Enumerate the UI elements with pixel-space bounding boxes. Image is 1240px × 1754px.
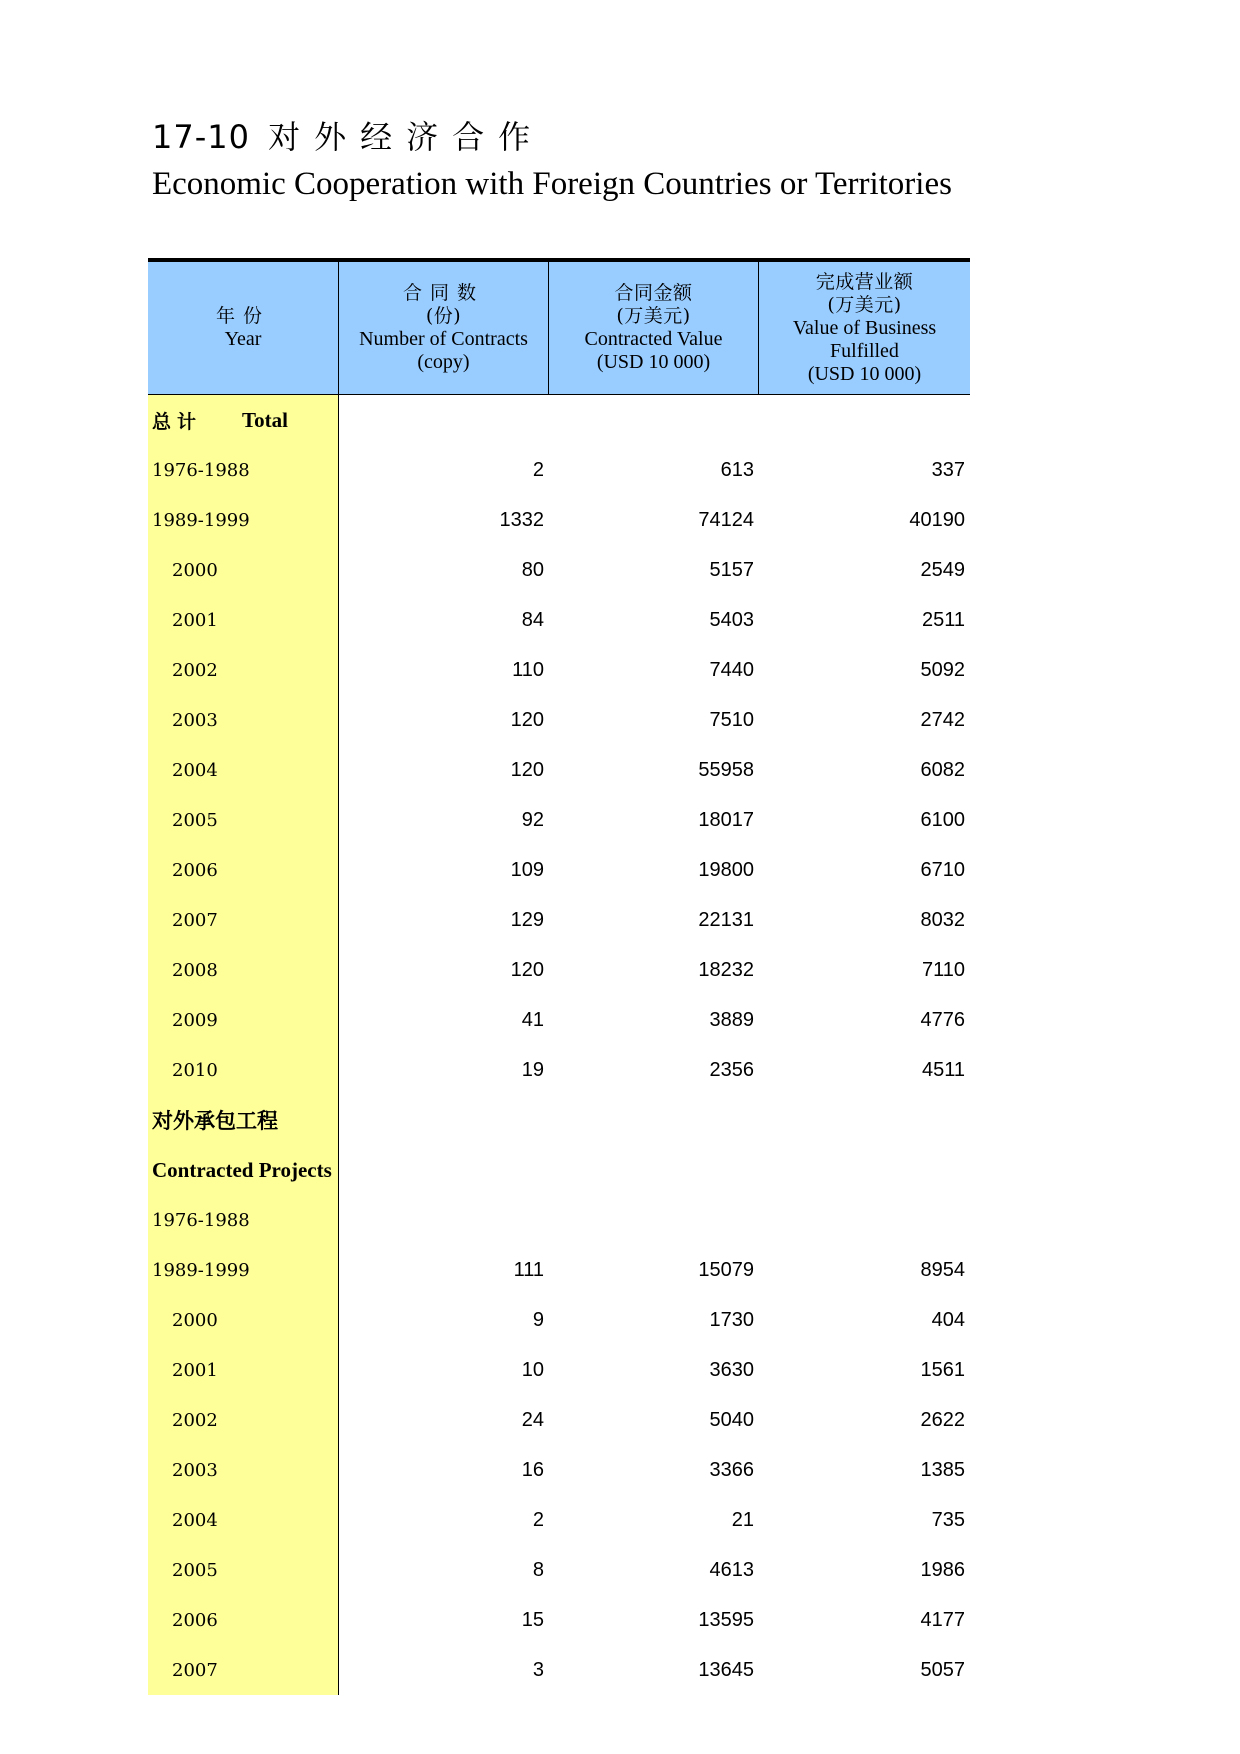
business-fulfilled-cell: 5057 bbox=[920, 1658, 965, 1681]
table-row bbox=[148, 595, 970, 645]
year-cell: 2006 bbox=[148, 1595, 339, 1645]
table-row bbox=[148, 1245, 970, 1295]
table-row bbox=[148, 1495, 970, 1545]
table-row bbox=[148, 1395, 970, 1445]
business-fulfilled-cell bbox=[759, 1195, 970, 1245]
data-table bbox=[148, 258, 970, 1695]
contracts-cell: 109 bbox=[510, 858, 544, 881]
title-english: Economic Cooperation with Foreign Countries or Territories bbox=[152, 166, 952, 202]
contracted-value-cell: 5403 bbox=[709, 608, 754, 631]
contracted-value-cell: 18232 bbox=[698, 958, 754, 981]
table-row bbox=[148, 495, 970, 545]
year-cell: 2003 bbox=[148, 695, 339, 745]
contracts-cell: 110 bbox=[512, 658, 544, 681]
table-row bbox=[148, 1295, 970, 1345]
business-fulfilled-cell: 1385 bbox=[920, 1458, 965, 1481]
business-fulfilled-cell: 6710 bbox=[920, 858, 965, 881]
title-chinese: 对外经济合作 bbox=[268, 118, 545, 156]
contracts-cell: 9 bbox=[532, 1308, 544, 1331]
year-cell: 2008 bbox=[148, 945, 339, 995]
business-fulfilled-cell: 40190 bbox=[909, 508, 965, 531]
contracted-value-cell: 5157 bbox=[709, 558, 754, 581]
year-cell: 1989-1999 bbox=[148, 495, 339, 545]
business-fulfilled-cell: 1561 bbox=[920, 1358, 965, 1381]
year-cell: 1976-1988 bbox=[148, 445, 339, 495]
table-row bbox=[148, 1545, 970, 1595]
year-cell: 2004 bbox=[148, 1495, 339, 1545]
header-year: 年份 Year bbox=[148, 262, 339, 394]
contracted-value-cell: 5040 bbox=[709, 1408, 754, 1431]
contracted-value-cell: 3630 bbox=[709, 1358, 754, 1381]
contracted-value-cell: 55958 bbox=[698, 758, 754, 781]
table-row bbox=[148, 795, 970, 845]
contracts-cell bbox=[339, 1195, 549, 1245]
business-fulfilled-cell: 2549 bbox=[920, 558, 965, 581]
business-fulfilled-cell: 4177 bbox=[920, 1608, 965, 1631]
year-cell: 1976-1988 bbox=[148, 1195, 339, 1245]
contracts-cell: 16 bbox=[521, 1458, 544, 1481]
header-contracted-value: 合同金额 (万美元) Contracted Value (USD 10 000) bbox=[549, 262, 759, 394]
business-fulfilled-cell: 337 bbox=[931, 458, 965, 481]
table-row bbox=[148, 895, 970, 945]
business-fulfilled-cell: 2622 bbox=[920, 1408, 965, 1431]
table-row bbox=[148, 1045, 970, 1095]
year-cell: 2000 bbox=[148, 545, 339, 595]
table-row bbox=[148, 645, 970, 695]
contracts-cell: 8 bbox=[532, 1558, 544, 1581]
contracted-value-cell: 7510 bbox=[709, 708, 754, 731]
section-label-en: Total bbox=[242, 407, 288, 432]
table-body bbox=[148, 395, 970, 1695]
year-cell: 2007 bbox=[148, 1645, 339, 1695]
header-contracts: 合同数 (份) Number of Contracts (copy) bbox=[339, 262, 549, 394]
year-cell: 2000 bbox=[148, 1295, 339, 1345]
table-row bbox=[148, 1345, 970, 1395]
contracts-cell: 15 bbox=[521, 1608, 544, 1631]
contracts-cell: 3 bbox=[532, 1658, 544, 1681]
business-fulfilled-cell: 2511 bbox=[921, 608, 965, 631]
contracted-value-cell bbox=[549, 1195, 759, 1245]
year-cell: 1989-1999 bbox=[148, 1245, 339, 1295]
contracts-cell: 84 bbox=[521, 608, 544, 631]
contracted-value-cell: 3366 bbox=[709, 1458, 754, 1481]
contracts-cell: 19 bbox=[521, 1058, 544, 1081]
year-cell: 2010 bbox=[148, 1045, 339, 1095]
section-label-cn: 总计 bbox=[152, 410, 203, 433]
section-row bbox=[148, 1145, 970, 1195]
contracted-value-cell: 2356 bbox=[709, 1058, 754, 1081]
table-row bbox=[148, 1445, 970, 1495]
contracted-value-cell: 3889 bbox=[709, 1008, 754, 1031]
table-header bbox=[148, 262, 970, 395]
business-fulfilled-cell: 8032 bbox=[920, 908, 965, 931]
contracts-cell: 120 bbox=[510, 958, 544, 981]
table-row bbox=[148, 545, 970, 595]
contracts-cell: 10 bbox=[521, 1358, 544, 1381]
business-fulfilled-cell: 4511 bbox=[921, 1058, 965, 1081]
year-cell: 2006 bbox=[148, 845, 339, 895]
table-row bbox=[148, 695, 970, 745]
business-fulfilled-cell: 6082 bbox=[920, 758, 965, 781]
year-cell: 2005 bbox=[148, 1545, 339, 1595]
contracted-value-cell: 74124 bbox=[698, 508, 754, 531]
section-row bbox=[148, 395, 970, 445]
year-cell: 2002 bbox=[148, 645, 339, 695]
table-row bbox=[148, 1645, 970, 1695]
contracted-value-cell: 4613 bbox=[709, 1558, 754, 1581]
contracts-cell: 111 bbox=[513, 1258, 544, 1281]
business-fulfilled-cell: 404 bbox=[931, 1308, 965, 1331]
contracted-value-cell: 7440 bbox=[709, 658, 754, 681]
section-label-en: Contracted Projects bbox=[148, 1145, 339, 1195]
contracted-value-cell: 1730 bbox=[709, 1308, 754, 1331]
year-cell: 2001 bbox=[148, 1345, 339, 1395]
contracted-value-cell: 22131 bbox=[698, 908, 754, 931]
contracted-value-cell: 613 bbox=[720, 458, 754, 481]
business-fulfilled-cell: 1986 bbox=[920, 1558, 965, 1581]
year-cell: 2009 bbox=[148, 995, 339, 1045]
year-cell: 2003 bbox=[148, 1445, 339, 1495]
contracted-value-cell: 15079 bbox=[698, 1258, 754, 1281]
section-row bbox=[148, 1095, 970, 1145]
year-cell: 2004 bbox=[148, 745, 339, 795]
business-fulfilled-cell: 5092 bbox=[920, 658, 965, 681]
contracts-cell: 120 bbox=[510, 758, 544, 781]
table-number: 17-10 bbox=[152, 118, 250, 156]
section-label bbox=[148, 395, 339, 445]
contracted-value-cell: 13645 bbox=[698, 1658, 754, 1681]
contracts-cell: 92 bbox=[521, 808, 544, 831]
table-row bbox=[148, 1595, 970, 1645]
section-label-cn: 对外承包工程 bbox=[148, 1095, 339, 1145]
contracts-cell: 120 bbox=[510, 708, 544, 731]
business-fulfilled-cell: 7110 bbox=[921, 958, 965, 981]
table-row bbox=[148, 995, 970, 1045]
table-row bbox=[148, 845, 970, 895]
year-cell: 2002 bbox=[148, 1395, 339, 1445]
contracted-value-cell: 13595 bbox=[698, 1608, 754, 1631]
contracts-cell: 129 bbox=[510, 908, 544, 931]
table-row bbox=[148, 445, 970, 495]
business-fulfilled-cell: 6100 bbox=[920, 808, 965, 831]
contracts-cell: 24 bbox=[521, 1408, 544, 1431]
table-row bbox=[148, 1195, 970, 1245]
contracted-value-cell: 19800 bbox=[698, 858, 754, 881]
year-cell: 2005 bbox=[148, 795, 339, 845]
year-cell: 2001 bbox=[148, 595, 339, 645]
contracts-cell: 2 bbox=[532, 458, 544, 481]
contracts-cell: 41 bbox=[521, 1008, 544, 1031]
contracts-cell: 80 bbox=[521, 558, 544, 581]
table-row bbox=[148, 945, 970, 995]
business-fulfilled-cell: 2742 bbox=[920, 708, 965, 731]
business-fulfilled-cell: 735 bbox=[931, 1508, 965, 1531]
business-fulfilled-cell: 8954 bbox=[920, 1258, 965, 1281]
header-business-fulfilled: 完成营业额 (万美元) Value of Business Fulfilled (USD 10 000) bbox=[792, 270, 937, 385]
contracted-value-cell: 18017 bbox=[698, 808, 754, 831]
table-row bbox=[148, 745, 970, 795]
contracts-cell: 2 bbox=[532, 1508, 544, 1531]
year-cell: 2007 bbox=[148, 895, 339, 945]
page-title bbox=[152, 112, 544, 158]
business-fulfilled-cell: 4776 bbox=[920, 1008, 965, 1031]
contracts-cell: 1332 bbox=[499, 508, 544, 531]
contracted-value-cell: 21 bbox=[731, 1508, 754, 1531]
